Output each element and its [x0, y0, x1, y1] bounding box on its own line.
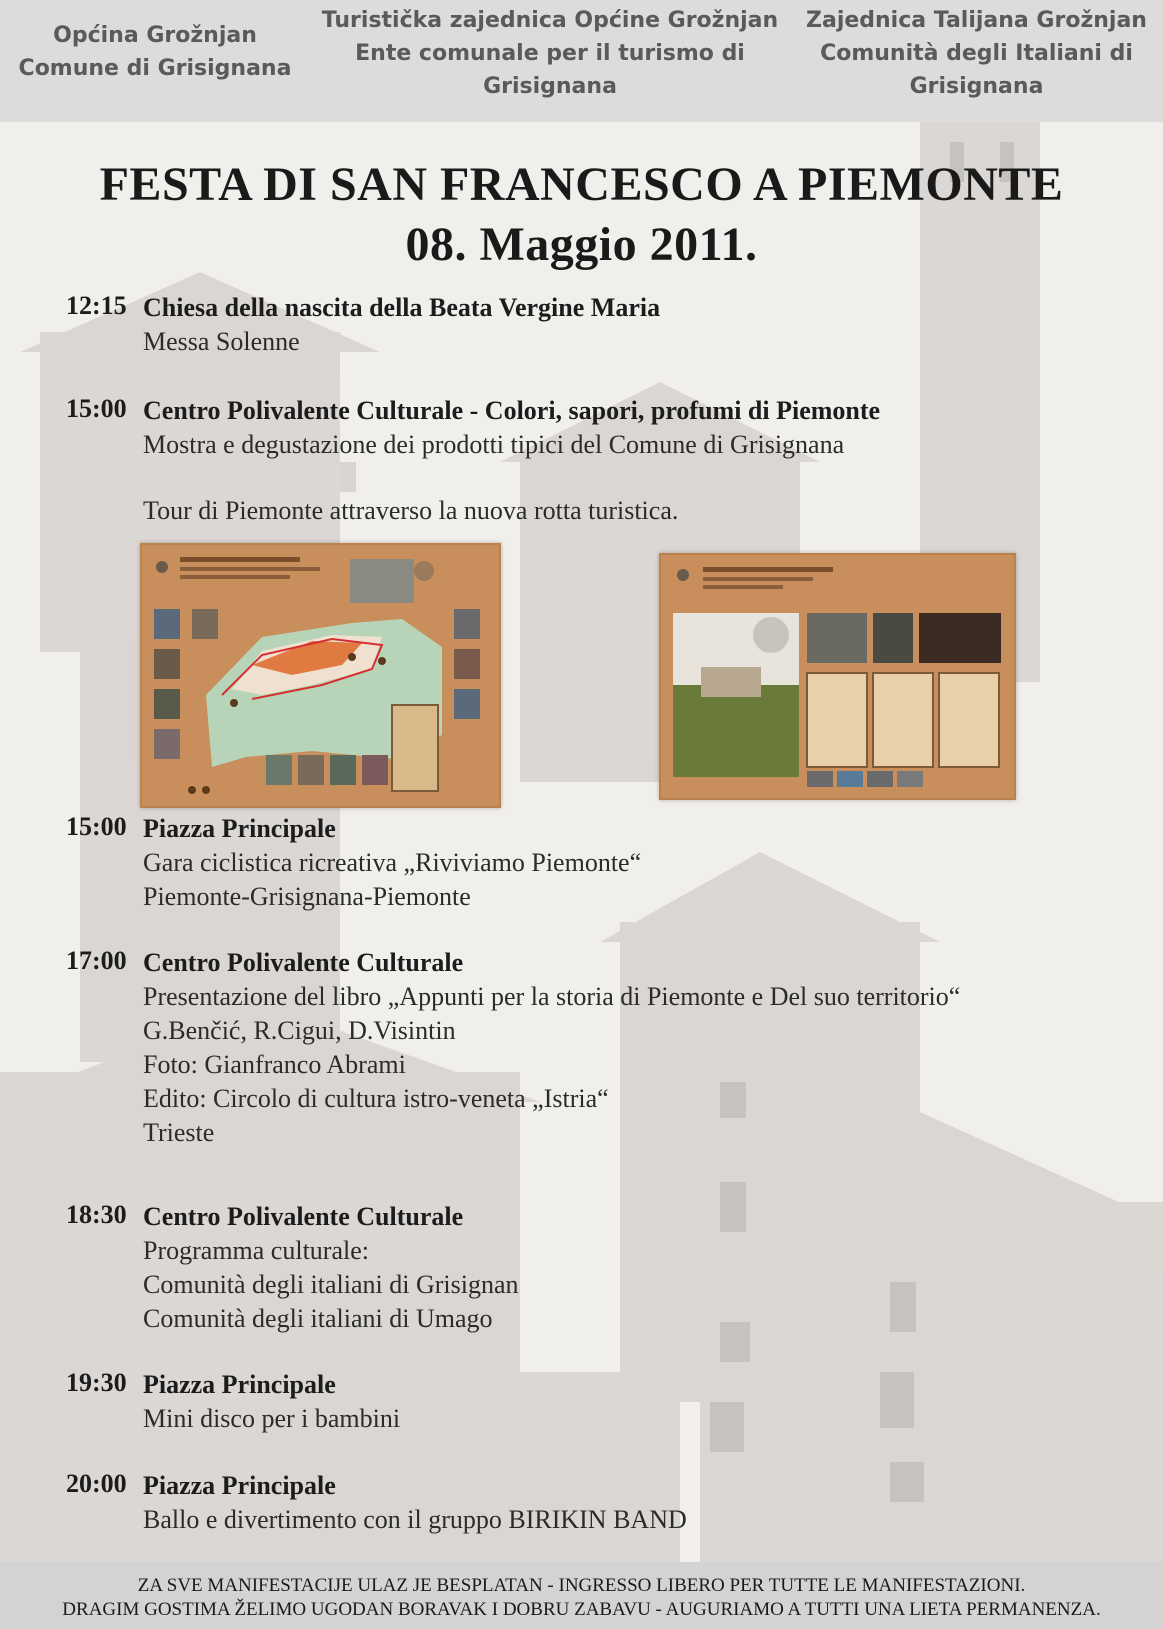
program-detail: Presentazione del libro „Appunti per la storia di Piemonte e Del suo territorio“ — [143, 982, 961, 1011]
tourist-route-info-panel — [659, 553, 1016, 800]
program-item — [66, 1368, 1136, 1436]
organizer-municipality: Općina Grožnjan Comune di Grisignana — [18, 23, 292, 81]
program-venue: Centro Polivalente Culturale — [143, 1202, 464, 1231]
program-detail: Trieste — [143, 1118, 215, 1147]
program-venue: Centro Polivalente Culturale — [143, 948, 464, 977]
program-time: 17:00 — [66, 946, 127, 975]
program-venue: Centro Polivalente Culturale - Colori, sapori, profumi di Piemonte — [143, 396, 881, 425]
program-venue: Piazza Principale — [143, 1471, 336, 1500]
program-time: 19:30 — [66, 1368, 127, 1397]
program-detail: G.Benčić, R.Cigui, D.Visintin — [143, 1016, 456, 1045]
program-detail: Ballo e divertimento con il gruppo BIRIKIN BAND — [143, 1505, 687, 1534]
organizer-italian-community: Zajednica Talijana Grožnjan Comunità degli Italiani di Grisignana — [806, 8, 1147, 99]
program-item — [66, 291, 1136, 359]
footer-notice — [0, 1562, 1163, 1629]
program-item — [66, 812, 1136, 914]
tour-description: Tour di Piemonte attraverso la nuova rotta turistica. — [143, 496, 679, 525]
program-detail: Edito: Circolo di cultura istro-veneta „Istria“ — [143, 1084, 609, 1113]
program-detail: Gara ciclistica ricreativa „Riviviamo Piemonte“ — [143, 848, 642, 877]
program-detail: Mini disco per i bambini — [143, 1404, 401, 1433]
event-title: FESTA DI SAN FRANCESCO A PIEMONTE — [99, 158, 1064, 211]
program-item — [66, 1200, 1136, 1336]
organizer-tourist-board: Turistička zajednica Općine Grožnjan Ente comunale per il turismo di Grisignana — [321, 8, 779, 99]
organizers-header — [0, 0, 1163, 122]
program-time: 12:15 — [66, 291, 127, 320]
program-time: 18:30 — [66, 1200, 127, 1229]
tourist-route-map-panel — [140, 543, 501, 808]
program-venue: Piazza Principale — [143, 814, 336, 843]
program-detail: Comunità degli italiani di Umago — [143, 1304, 493, 1333]
event-date: 08. Maggio 2011. — [405, 218, 758, 271]
program-item — [66, 946, 1136, 1150]
program-time: 20:00 — [66, 1469, 127, 1498]
program-time: 15:00 — [66, 394, 127, 423]
program-venue: Piazza Principale — [143, 1370, 336, 1399]
program-detail: Mostra e degustazione dei prodotti tipici del Comune di Grisignana — [143, 430, 845, 459]
program-detail: Messa Solenne — [143, 327, 300, 356]
footer-free-entry: ZA SVE MANIFESTACIJE ULAZ JE BESPLATAN - INGRESSO LIBERO PER TUTTE LE MANIFESTAZIONI. — [137, 1575, 1026, 1596]
program-item — [66, 1469, 1136, 1537]
program-time: 15:00 — [66, 812, 127, 841]
program-item — [66, 394, 1136, 462]
program-detail: Programma culturale: — [143, 1236, 369, 1265]
footer-welcome: DRAGIM GOSTIMA ŽELIMO UGODAN BORAVAK I DOBRU ZABAVU - AUGURIAMO A TUTTI UNA LIETA PERMANENZA. — [62, 1599, 1101, 1620]
program-detail: Piemonte-Grisignana-Piemonte — [143, 882, 471, 911]
program-venue: Chiesa della nascita della Beata Vergine Maria — [143, 293, 661, 322]
program-detail: Foto: Gianfranco Abrami — [143, 1050, 406, 1079]
program-detail: Comunità degli italiani di Grisignan — [143, 1270, 519, 1299]
